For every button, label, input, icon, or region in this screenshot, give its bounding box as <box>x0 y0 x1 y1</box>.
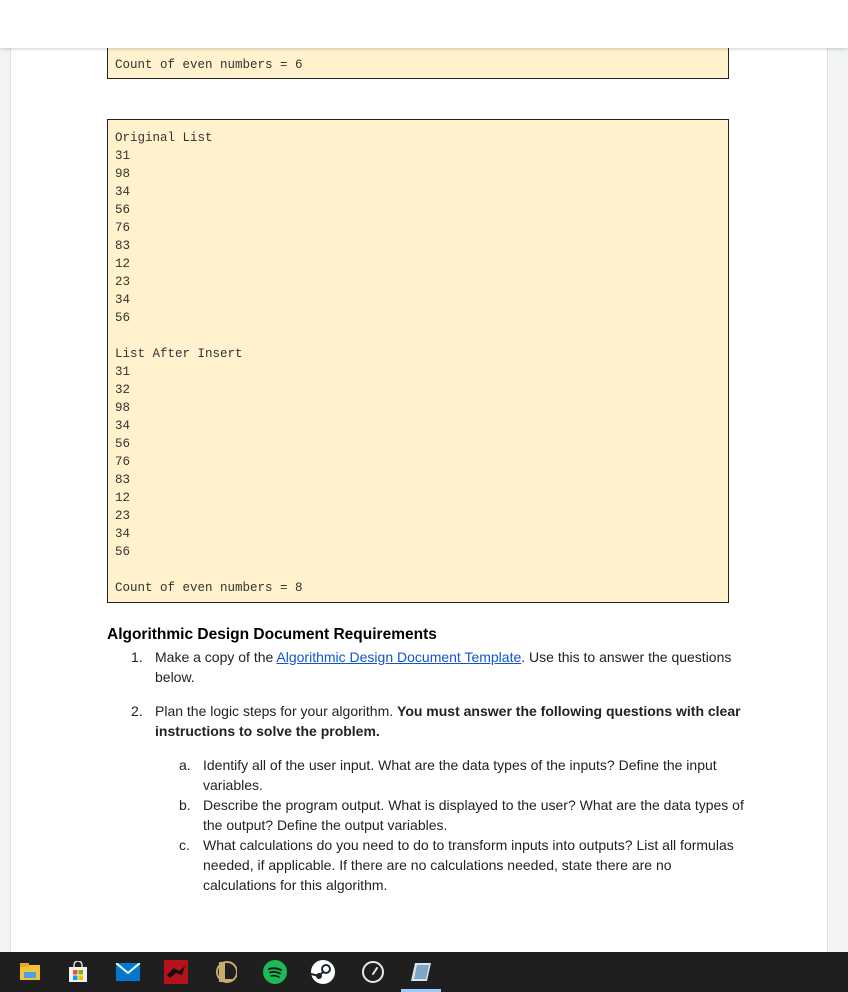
list-value: 31 <box>115 365 131 379</box>
list-value: 34 <box>115 527 131 541</box>
list-value: 98 <box>115 401 131 415</box>
list-value: 83 <box>115 473 131 487</box>
mail-icon[interactable] <box>116 960 140 984</box>
sub-list-item <box>107 755 747 795</box>
list-value: 56 <box>115 545 131 559</box>
list-value: 56 <box>115 203 131 217</box>
original-list-heading: Original List <box>115 131 213 145</box>
item-number: 1. <box>131 649 143 665</box>
game-app-icon[interactable] <box>164 960 188 984</box>
sub-list-item <box>107 835 747 895</box>
requirements-section <box>107 625 747 895</box>
template-link[interactable]: Algorithmic Design Document Template <box>276 649 522 665</box>
item-text-bold: You must answer the following questions with clear instructions to solve the problem. <box>155 703 741 739</box>
list-value: 34 <box>115 419 131 433</box>
list-value: 12 <box>115 257 131 271</box>
item-number: 2. <box>131 703 143 719</box>
notebook-app-icon[interactable] <box>409 960 433 984</box>
list-value: 98 <box>115 167 131 181</box>
league-of-legends-icon[interactable] <box>214 960 238 984</box>
list-value: 34 <box>115 293 131 307</box>
sub-list-item <box>107 795 747 835</box>
list-value: 32 <box>115 383 131 397</box>
after-insert-values <box>115 363 728 561</box>
steam-icon[interactable] <box>311 960 335 984</box>
list-value: 12 <box>115 491 131 505</box>
speedometer-icon[interactable] <box>361 960 385 984</box>
list-value: 56 <box>115 437 131 451</box>
count-line: Count of even numbers = 8 <box>115 581 303 595</box>
item-text: Describe the program output. What is displayed to the user? What are the data types of the output? Define the output variables. <box>203 797 744 833</box>
spotify-icon[interactable] <box>263 960 287 984</box>
section-heading: Algorithmic Design Document Requirements <box>107 626 437 643</box>
item-text: Plan the logic steps for your algorithm. <box>155 703 398 719</box>
microsoft-store-icon[interactable] <box>66 960 90 984</box>
list-value: 83 <box>115 239 131 253</box>
list-item <box>107 701 747 741</box>
list-value: 76 <box>115 455 131 469</box>
item-letter: c. <box>179 837 190 853</box>
original-list-values <box>115 147 728 327</box>
list-value: 34 <box>115 185 131 199</box>
item-text: What calculations do you need to do to transform inputs into outputs? List all formulas needed, if applicable. If there are no calculations needed, state there are no calculations for this algorithm. <box>203 837 734 893</box>
item-letter: b. <box>179 797 191 813</box>
after-insert-heading: List After Insert <box>115 347 243 361</box>
item-letter: a. <box>179 757 191 773</box>
item-text: Make a copy of the <box>155 649 277 665</box>
count-line: Count of even numbers = 6 <box>115 58 303 72</box>
list-value: 23 <box>115 275 131 289</box>
document-page <box>10 0 828 952</box>
item-text: Identify all of the user input. What are the data types of the inputs? Define the input variables. <box>203 757 717 793</box>
list-item <box>107 647 747 687</box>
program-output-box-2 <box>107 119 729 603</box>
list-value: 76 <box>115 221 131 235</box>
sub-list <box>107 755 747 895</box>
browser-top-bar <box>0 0 848 48</box>
list-value: 56 <box>115 311 131 325</box>
file-explorer-icon[interactable] <box>18 960 42 984</box>
taskbar <box>0 952 848 992</box>
list-value: 31 <box>115 149 131 163</box>
list-value: 23 <box>115 509 131 523</box>
item-text: . Use this to answer the questions below. <box>155 649 732 685</box>
